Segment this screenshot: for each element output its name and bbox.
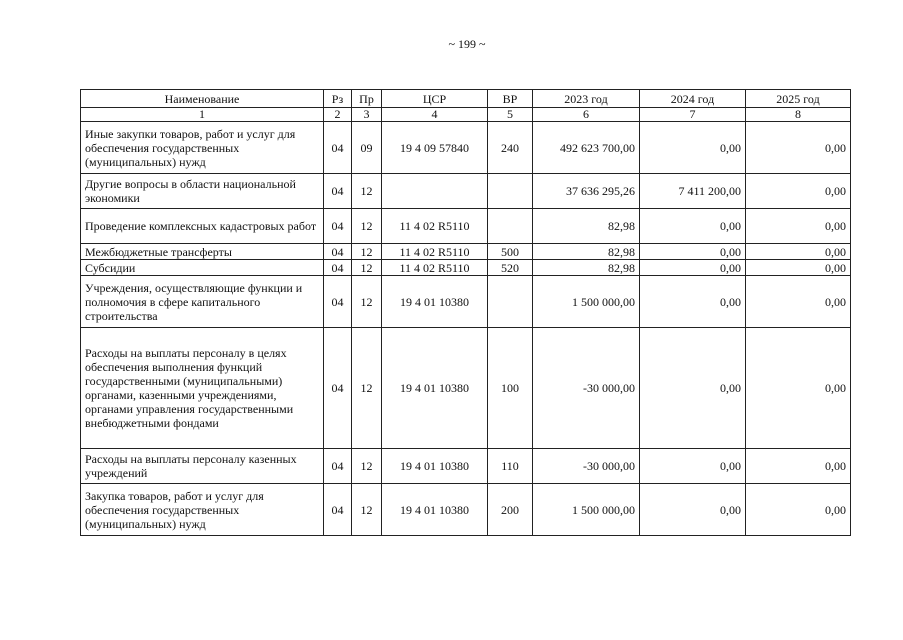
row-2023: 82,98 (533, 244, 640, 260)
row-name: Проведение комплексных кадастровых работ (81, 209, 324, 244)
row-csr: 19 4 01 10380 (382, 328, 488, 449)
row-2025: 0,00 (746, 209, 851, 244)
row-name: Иные закупки товаров, работ и услуг для обеспечения государственных (муниципальных) нужд (81, 122, 324, 174)
table-row (81, 260, 851, 276)
row-2024: 0,00 (640, 449, 746, 484)
row-vr: 240 (488, 122, 533, 174)
row-vr: 520 (488, 260, 533, 276)
table-row (81, 449, 851, 484)
row-rz: 04 (324, 244, 352, 260)
row-2023: -30 000,00 (533, 449, 640, 484)
row-2024: 0,00 (640, 122, 746, 174)
row-2024: 0,00 (640, 276, 746, 328)
table-row (81, 276, 851, 328)
header-2024: 2024 год (640, 90, 746, 108)
column-number: 1 (81, 108, 324, 122)
table-row (81, 174, 851, 209)
row-pr: 12 (352, 260, 382, 276)
column-number: 5 (488, 108, 533, 122)
row-2024: 0,00 (640, 328, 746, 449)
table-row (81, 328, 851, 449)
column-number: 7 (640, 108, 746, 122)
row-2025: 0,00 (746, 122, 851, 174)
row-2024: 0,00 (640, 260, 746, 276)
row-vr: 500 (488, 244, 533, 260)
row-pr: 09 (352, 122, 382, 174)
row-2023: 37 636 295,26 (533, 174, 640, 209)
row-2025: 0,00 (746, 484, 851, 536)
row-pr: 12 (352, 328, 382, 449)
header-rz: Рз (324, 90, 352, 108)
column-number-row (81, 108, 851, 122)
row-name: Другие вопросы в области национальной экономики (81, 174, 324, 209)
row-2024: 0,00 (640, 484, 746, 536)
row-name: Расходы на выплаты персоналу в целях обеспечения выполнения функций государственными (муниципальными) органами, казенными учреждениями, органами управления государственными внебюджетными фондами (81, 328, 324, 449)
header-2023: 2023 год (533, 90, 640, 108)
row-2025: 0,00 (746, 328, 851, 449)
row-name: Учреждения, осуществляющие функции и полномочия в сфере капитального строительства (81, 276, 324, 328)
row-2025: 0,00 (746, 276, 851, 328)
column-number: 8 (746, 108, 851, 122)
header-name: Наименование (81, 90, 324, 108)
row-pr: 12 (352, 174, 382, 209)
row-vr: 110 (488, 449, 533, 484)
row-csr: 11 4 02 R5110 (382, 244, 488, 260)
row-pr: 12 (352, 276, 382, 328)
row-name: Расходы на выплаты персоналу казенных учреждений (81, 449, 324, 484)
row-2023: 1 500 000,00 (533, 484, 640, 536)
row-2025: 0,00 (746, 260, 851, 276)
row-vr (488, 209, 533, 244)
row-rz: 04 (324, 260, 352, 276)
table-row (81, 244, 851, 260)
header-pr: Пр (352, 90, 382, 108)
column-number: 3 (352, 108, 382, 122)
row-csr: 19 4 01 10380 (382, 449, 488, 484)
column-number: 2 (324, 108, 352, 122)
row-rz: 04 (324, 328, 352, 449)
row-2024: 7 411 200,00 (640, 174, 746, 209)
row-vr (488, 174, 533, 209)
header-csr: ЦСР (382, 90, 488, 108)
row-csr: 11 4 02 R5110 (382, 260, 488, 276)
header-vr: ВР (488, 90, 533, 108)
table-row (81, 209, 851, 244)
row-2025: 0,00 (746, 174, 851, 209)
row-name: Закупка товаров, работ и услуг для обеспечения государственных (муниципальных) нужд (81, 484, 324, 536)
row-2023: 82,98 (533, 260, 640, 276)
row-csr: 19 4 01 10380 (382, 484, 488, 536)
table-row (81, 484, 851, 536)
row-name: Субсидии (81, 260, 324, 276)
row-2023: -30 000,00 (533, 328, 640, 449)
row-rz: 04 (324, 122, 352, 174)
row-2025: 0,00 (746, 244, 851, 260)
row-name: Межбюджетные трансферты (81, 244, 324, 260)
row-2025: 0,00 (746, 449, 851, 484)
row-2023: 1 500 000,00 (533, 276, 640, 328)
row-csr: 19 4 01 10380 (382, 276, 488, 328)
row-rz: 04 (324, 484, 352, 536)
row-2023: 82,98 (533, 209, 640, 244)
row-2024: 0,00 (640, 244, 746, 260)
row-pr: 12 (352, 484, 382, 536)
row-pr: 12 (352, 449, 382, 484)
row-2024: 0,00 (640, 209, 746, 244)
row-2023: 492 623 700,00 (533, 122, 640, 174)
row-vr (488, 276, 533, 328)
row-vr: 200 (488, 484, 533, 536)
row-csr: 19 4 09 57840 (382, 122, 488, 174)
column-number: 6 (533, 108, 640, 122)
header-row (81, 90, 851, 108)
row-rz: 04 (324, 174, 352, 209)
page-number: ~ 199 ~ (448, 37, 486, 51)
table-row (81, 122, 851, 174)
row-csr: 11 4 02 R5110 (382, 209, 488, 244)
budget-table (80, 89, 851, 536)
row-pr: 12 (352, 209, 382, 244)
row-pr: 12 (352, 244, 382, 260)
header-2025: 2025 год (746, 90, 851, 108)
row-rz: 04 (324, 449, 352, 484)
row-vr: 100 (488, 328, 533, 449)
row-csr (382, 174, 488, 209)
row-rz: 04 (324, 209, 352, 244)
column-number: 4 (382, 108, 488, 122)
row-rz: 04 (324, 276, 352, 328)
